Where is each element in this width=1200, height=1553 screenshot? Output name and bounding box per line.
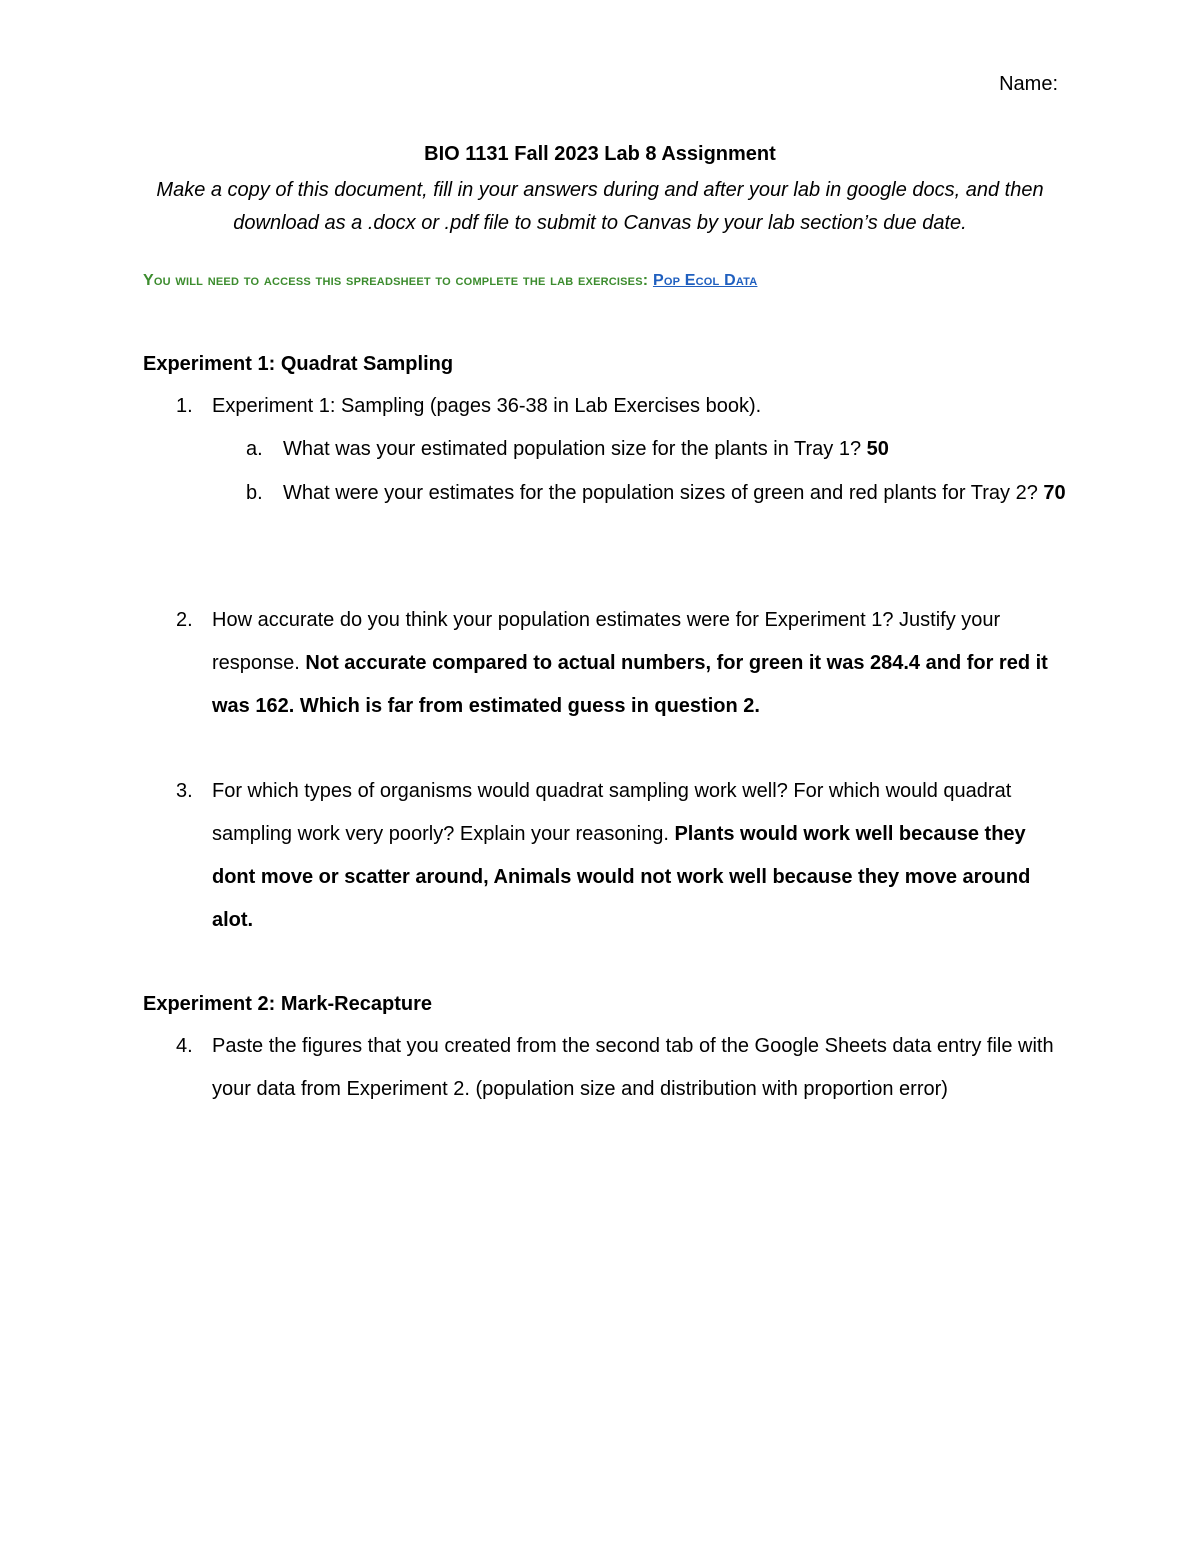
question-3-answer: Plants would work well because they dont move or scatter around, Animals would not work well because they move around alot. <box>212 823 1031 931</box>
question-3 <box>176 770 1072 942</box>
notice-text: You will need to access this spreadsheet to complete the lab exercises: <box>143 272 649 289</box>
question-2-answer: Not accurate compared to actual numbers, for green it was 284.4 and for red it was 162. Which is far from estimated guess in question 2. <box>212 652 1048 717</box>
question-1b-answer: 70 <box>1043 482 1066 504</box>
name-label: Name: <box>999 73 1058 95</box>
question-1-number: 1. <box>176 395 193 417</box>
question-4 <box>176 1025 1072 1111</box>
question-1a <box>246 428 1073 471</box>
experiment-2-heading: Experiment 2: Mark-Recapture <box>143 993 432 1015</box>
question-4-number: 4. <box>176 1035 193 1057</box>
question-1a-letter: a. <box>246 438 263 460</box>
question-1b <box>246 472 1073 515</box>
question-1-text: Experiment 1: Sampling (pages 36-38 in Lab Exercises book). <box>212 395 762 417</box>
question-2 <box>176 599 1072 728</box>
question-1 <box>176 385 1072 428</box>
question-3-number: 3. <box>176 780 193 802</box>
spreadsheet-notice <box>143 272 757 290</box>
question-1a-text: What was your estimated population size for the plants in Tray 1? <box>283 438 862 460</box>
question-2-text: How accurate do you think your population estimates were for Experiment 1? Justify your response. <box>212 609 1001 674</box>
experiment-1-heading: Experiment 1: Quadrat Sampling <box>143 353 454 375</box>
question-1b-letter: b. <box>246 482 263 504</box>
question-3-text: For which types of organisms would quadrat sampling work well? For which would quadrat sampling work very poorly? Explain your reasoning. <box>212 780 1012 845</box>
question-1a-answer: 50 <box>866 438 889 460</box>
question-4-text: Paste the figures that you created from the second tab of the Google Sheets data entry file with your data from Experiment 2. (population size and distribution with proportion error) <box>212 1035 1054 1100</box>
document-title: BIO 1131 Fall 2023 Lab 8 Assignment <box>424 143 776 165</box>
question-2-number: 2. <box>176 609 193 631</box>
document-instructions: Make a copy of this document, fill in your answers during and after your lab in google docs, and then download as a .docx or .pdf file to submit to Canvas by your lab section’s due date. <box>156 179 1044 234</box>
pop-ecol-data-link[interactable]: Pop Ecol Data <box>652 272 758 289</box>
question-1b-text: What were your estimates for the population sizes of green and red plants for Tray 2? <box>283 482 1038 504</box>
